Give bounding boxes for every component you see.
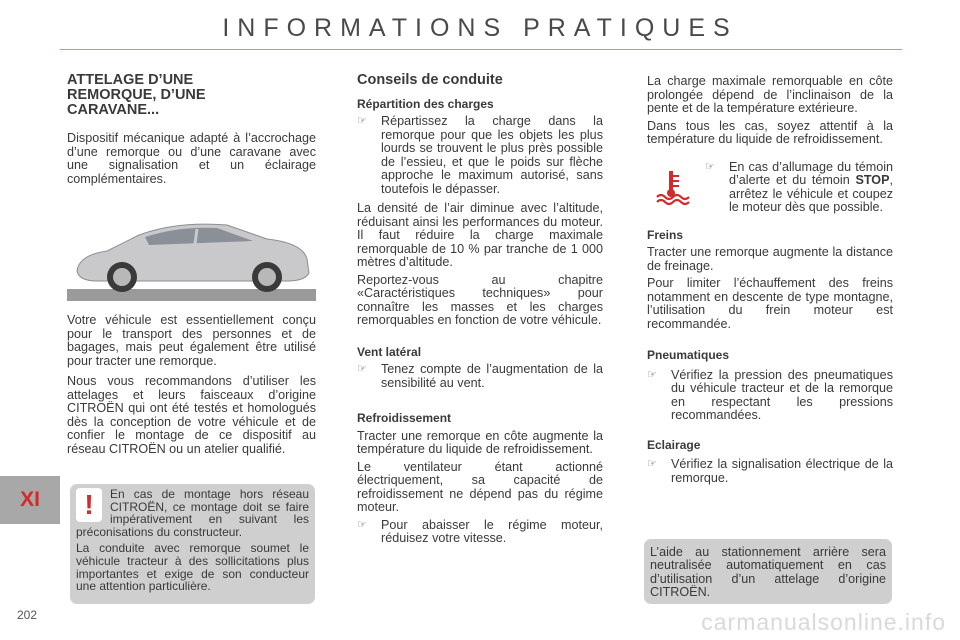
warning-box xyxy=(70,484,315,604)
bullet-text: Tenez compte de l’augmentation de la sensibilité au vent. xyxy=(381,362,603,390)
subsection-title: Eclairage xyxy=(647,437,701,452)
header-divider xyxy=(60,49,902,50)
list-item xyxy=(357,115,603,196)
body-paragraph: La densité de l’air diminue avec l’altitude, réduisant ainsi les performances du moteur. Il faut réduire la charge maximale remorquable de 10 % par tranche de 1 000 mètres d’altitude. xyxy=(357,201,603,269)
info-text: L’aide au stationnement arrière sera neutralisée automatiquement en cas d’utilisation d’un attelage d’origine CITROËN. xyxy=(650,545,886,600)
alert-text-part: En cas d’allumage du témoin d’alerte et du témoin xyxy=(729,159,893,187)
list-item xyxy=(647,458,893,485)
alert-text-part: , arrêtez le véhicule et coupez le moteur dès que possible. xyxy=(729,173,893,214)
body-paragraph: Pour limiter l’échauffement des freins notamment en descente de type montagne, l’utilisation du frein moteur est recommandée. xyxy=(647,276,893,331)
body-paragraph: Votre véhicule est essentiellement conçu pour le transport des personnes et de bagages, mais peut également être utilisé pour tracter une remorque. xyxy=(67,313,316,368)
driving-advice-heading: Conseils de conduite xyxy=(357,72,503,88)
column-3 xyxy=(647,75,893,491)
list-item xyxy=(647,369,893,423)
column-2 xyxy=(357,74,603,552)
body-paragraph: La charge maximale remorquable en côte prolongée dépend de l’inclinaison de la pente et de la température extérieure. xyxy=(647,74,893,115)
warning-text: La conduite avec remorque soumet le véhicule tracteur à des sollicitations plus importantes et exige de son conducteur une attention particulière. xyxy=(76,541,309,594)
bullet-text: Vérifiez la signalisation électrique de la remorque. xyxy=(671,457,893,485)
car-illustration xyxy=(67,211,316,301)
page-number: 202 xyxy=(17,608,38,622)
body-paragraph: Nous vous recommandons d’utiliser les attelages et leurs faisceaux d’origine CITROËN qui ont été testés et homologués dès la conception de votre véhicule et de confier le montage de ce dispositif au réseau CITROËN ou un atelier qualifié. xyxy=(67,374,316,456)
body-paragraph: Tracter une remorque en côte augmente la température du liquide de refroidissement. xyxy=(357,428,603,456)
list-item xyxy=(357,363,603,390)
body-paragraph: Tracter une remorque augmente la distance de freinage. xyxy=(647,245,893,273)
stop-label: STOP xyxy=(855,173,890,187)
exclamation-icon: ! xyxy=(76,488,102,522)
subsection-title: Pneumatiques xyxy=(647,348,730,362)
list-item xyxy=(357,519,603,546)
pointing-hand-icon: ☞ xyxy=(357,363,367,375)
subsection-title: Vent latéral xyxy=(357,344,422,359)
body-paragraph: Reportez-vous au chapitre «Caractéristiques techniques» pour connaître les masses et les charges remorquables en fonction de votre véhicule. xyxy=(357,272,603,327)
intro-paragraph: Dispositif mécanique adapté à l’accrochage d’une remorque ou d’une caravane avec une signalisation et un éclairage complémentaires. xyxy=(67,131,316,186)
pointing-hand-icon: ☞ xyxy=(357,115,367,127)
bullet-text: Répartissez la charge dans la remorque pour que les objets les plus lourds se trouvent le plus près possible de l’essieu, et que le poids sur flèche approche le maximum autorisé, sans toutefois le dépasser. xyxy=(381,114,603,196)
bullet-text: Vérifiez la pression des pneumatiques du véhicule tracteur et de la remorque en respectant les pressions recommandées. xyxy=(671,367,893,422)
body-paragraph: Dans tous les cas, soyez attentif à la température du liquide de refroidissement. xyxy=(647,118,893,146)
chapter-tab[interactable]: XI xyxy=(0,476,60,524)
bullet-text: Pour abaisser le régime moteur, réduisez votre vitesse. xyxy=(381,517,603,545)
list-item xyxy=(705,161,893,215)
subsection-title: Refroidissement xyxy=(357,411,452,425)
alert-row xyxy=(647,161,893,215)
subsection-title: Freins xyxy=(647,227,684,242)
coolant-temperature-icon xyxy=(651,167,691,207)
pointing-hand-icon: ☞ xyxy=(647,368,657,381)
section-heading: ATTELAGE D’UNE REMORQUE, D’UNE CARAVANE... xyxy=(67,72,206,118)
column-1 xyxy=(67,73,316,193)
watermark: carmanualsonline.info xyxy=(701,609,946,635)
info-box xyxy=(644,539,892,604)
warning-text: En cas de montage hors réseau CITROËN, ce montage doit se faire impérativement en suivant les préconisations du constructeur. xyxy=(76,487,309,539)
body-paragraph: Le ventilateur étant actionné électriquement, sa capacité de refroidissement ne dépend pas du régime moteur. xyxy=(357,459,603,514)
pointing-hand-icon: ☞ xyxy=(357,518,367,531)
subsection-title: Répartition des charges xyxy=(357,96,494,111)
page-title: INFORMATIONS PRATIQUES xyxy=(222,14,738,42)
pointing-hand-icon: ☞ xyxy=(647,458,657,470)
pointing-hand-icon: ☞ xyxy=(705,160,715,173)
column-1-body xyxy=(67,314,316,463)
alert-text xyxy=(729,161,893,215)
